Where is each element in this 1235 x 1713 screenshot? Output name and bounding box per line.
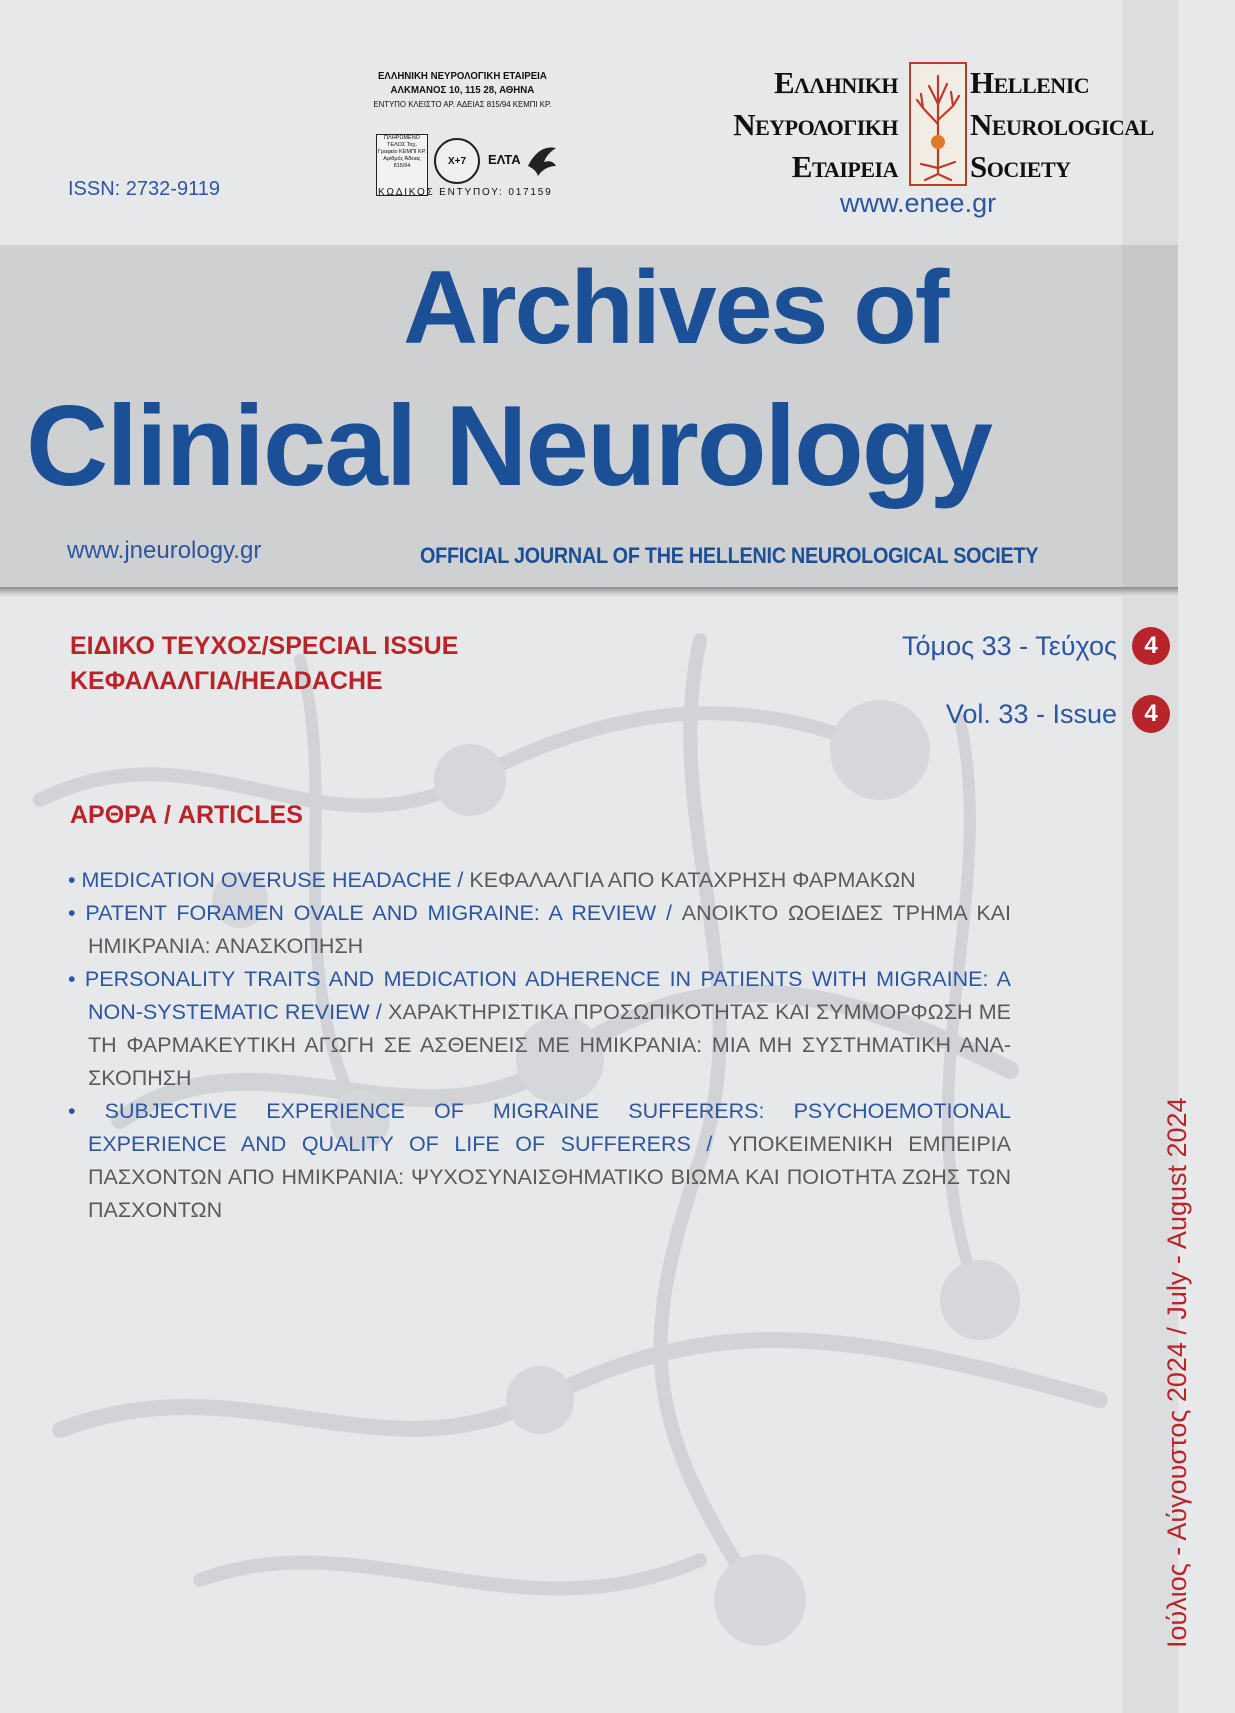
society-en-line-1: Hellenic [970,65,1090,100]
issue-date-vertical: Ιούλιος - Αύγουστος 2024 / July - August 2024 [1162,1097,1192,1648]
volume-greek-row [902,627,1170,665]
issue-number-badge: 4 [1132,695,1170,733]
article-item[interactable] [68,897,1011,963]
postal-line-2: ΑΛΚΜΑΝΟΣ 10, 115 28, ΑΘΗΝΑ [390,84,535,96]
special-issue-line-2: ΚΕΦΑΛΑΛΓΙΑ/HEADACHE [70,667,383,695]
article-title-greek: ΥΠΟΚΕΙΜΕΝΙΚΗ ΕΜΠΕΙΡΙΑ ΠΑΣΧΟΝΤΩΝ ΑΠΟ ΗΜΙΚΡΑΝΙΑ: ΨΥΧΟΣΥΝΑΙΣΘΗΜΑΤΙΚΟ ΒΙΩΜΑ ΚΑΙ ΠΟΙΟΤΗΤΑ ΖΩΗΣ ΤΩΝ ΠΑΣΧΟΝΤΩΝ [88,1132,1011,1222]
volume-english: Vol. 33 - Issue [945,698,1117,729]
society-name-english [970,62,1182,188]
postal-line-3: ΕΝΤΥΠΟ ΚΛΕΙΣΤΟ ΑΡ. ΑΔΕΙΑΣ 815/94 ΚΕΜΠΙ ΚΡ. [373,99,552,109]
issn: ISSN: 2732-9119 [68,178,220,200]
article-title-english: • SUBJECTIVE EXPERIENCE OF MIGRAINE SUFFERERS: PSYCHOEMOTIONAL EXPERIENCE AND QUALITY OF LIFE OF SUFFERERS / [68,1099,1011,1156]
articles-heading: ΑΡΘΡΑ / ARTICLES [70,801,303,829]
press-post-stamp: X+7 [434,138,480,184]
article-title-greek: ΧΑΡΑΚΤΗΡΙΣΤΙΚΑ ΠΡΟΣΩΠΙΚΟΤΗΤΑΣ ΚΑΙ ΣΥΜΜΟΡΦΩΣΗ ΜΕ ΤΗ ΦΑΡΜΑΚΕΥΤΙΚΗ ΑΓΩΓΗ ΣΕ ΑΣΘΕΝΕΙΣ ΜΕ ΗΜΙΚΡΑΝΙΑ: ΜΙΑ ΜΗ ΣΥΣΤΗΜΑΤΙΚΗ ΑΝΑΣΚΟΠΗΣΗ [88,1000,1012,1090]
society-en-line-2: Neurological [970,107,1154,142]
postal-line-1: ΕΛΛΗΝΙΚΗ ΝΕΥΡΟΛΟΓΙΚΗ ΕΤΑΙΡΕΙΑ [377,70,547,82]
journal-website-link[interactable]: www.jneurology.gr [67,537,262,564]
postal-code: ΚΩΔΙΚΟΣ ΕΝΤΥΠΟΥ: 017159 [378,187,553,198]
title-band-right-edge [1122,245,1178,587]
article-item[interactable] [68,963,1011,1095]
special-issue-line-1: ΕΙΔΙΚΟ ΤΕΥΧΟΣ/SPECIAL ISSUE [70,632,459,660]
article-title-english: • PATENT FORAMEN OVALE AND MIGRAINE: A REVIEW / [68,901,672,925]
society-website-link[interactable]: www.enee.gr [840,188,997,218]
society-en-line-3: Society [970,149,1071,184]
society-gr-line-1: Ελληνικη [773,65,898,100]
article-title-greek: ΑΝΟΙΚΤΟ ΩΟΕΙΔΕΣ ΤΡΗΜΑ ΚΑΙ ΗΜΙΚΡΑΝΙΑ: ΑΝΑΣΚΟΠΗΣΗ [88,901,1011,958]
title-band-shadow [0,587,1178,597]
article-title-english: • MEDICATION OVERUSE HEADACHE / [68,868,464,892]
neuron-logo-icon [909,62,967,186]
special-issue-label [70,629,458,699]
society-gr-line-3: Εταιρεια [791,149,898,184]
society-gr-line-2: Νευρολογικη [733,107,898,142]
society-name-greek [690,62,898,188]
journal-title-line-1: Archives of [403,250,948,366]
official-journal-tagline: OFFICIAL JOURNAL OF THE HELLENIC NEUROLOGICAL SOCIETY [420,543,1039,568]
issue-number-badge: 4 [1132,627,1170,665]
article-title-english: • PERSONALITY TRAITS AND MEDICATION ADHERENCE IN PATIENTS WITH MIGRAINE: A NON-SYSTEMATIC REVIEW / [68,967,1011,1024]
article-item[interactable] [68,864,1011,897]
volume-english-row [946,695,1170,733]
article-item[interactable] [68,1095,1011,1227]
article-title-greek: ΚΕΦΑΛΑΛΓΙΑ ΑΠΟ ΚΑΤΑΧΡΗΣΗ ΦΑΡΜΑΚΩΝ [469,868,916,892]
volume-greek: Τόμος 33 - Τεύχος [902,630,1117,661]
articles-list [68,864,1011,1227]
journal-title-line-2: Clinical Neurology [26,383,991,510]
postal-info [352,69,573,111]
elta-wordmark: ΕΛΤΑ [488,152,521,167]
postage-paid-stamp: ΠΛΗΡΩΜΕΝΟ ΤΕΛΟΣ Ταχ. Γραφείο ΚΕΜΠΙ ΚΡ. Αριθμός Άδειας 815/94 [376,134,428,196]
